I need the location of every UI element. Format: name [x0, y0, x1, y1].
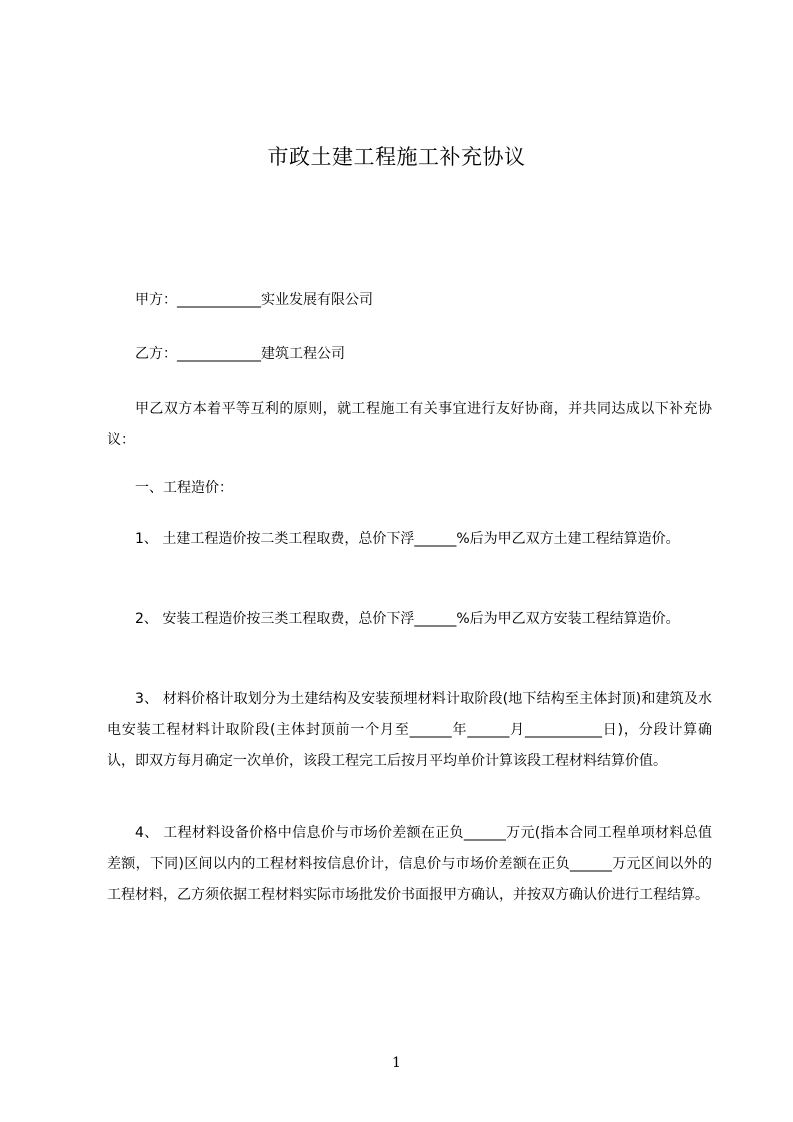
party-a-line: 甲方：____________实业发展有限公司: [135, 292, 373, 308]
clause-4: 4、 工程材料设备价格中信息价与市场价差额在正负______万元(指本合同工程单项材料总值差额，下同)区间以内的工程材料按信息价计，信息价与市场价差额在正负______万元区间以外的工程材料，乙方须依据工程材料实际市场批发价书面报甲方确认，并按双方确认价进行工程结算。: [107, 825, 712, 903]
preamble-paragraph: 甲乙双方本着平等互利的原则，就工程施工有关事宜进行友好协商，并共同达成以下补充协议：: [107, 401, 712, 448]
section-1-heading: 一、工程造价：: [135, 480, 233, 496]
page-number: 1: [392, 1055, 401, 1071]
clause-2: 2、 安装工程造价按三类工程取费，总价下浮______%后为甲乙双方安装工程结算造价。: [135, 611, 680, 627]
document-title: 市政土建工程施工补充协议: [267, 145, 526, 169]
party-b-line: 乙方：____________建筑工程公司: [135, 346, 345, 362]
clause-1: 1、 土建工程造价按二类工程取费，总价下浮______%后为甲乙双方土建工程结算造价。: [135, 531, 680, 547]
clause-3: 3、 材料价格计取划分为土建结构及安装预埋材料计取阶段(地下结构至主体封顶)和建筑及水电安装工程材料计取阶段(主体封顶前一个月至______年______月___________日)，分段计算确认，即双方每月确定一次单价，该段工程完工后按月平均单价计算该段工程材料结算价值。: [107, 691, 712, 769]
